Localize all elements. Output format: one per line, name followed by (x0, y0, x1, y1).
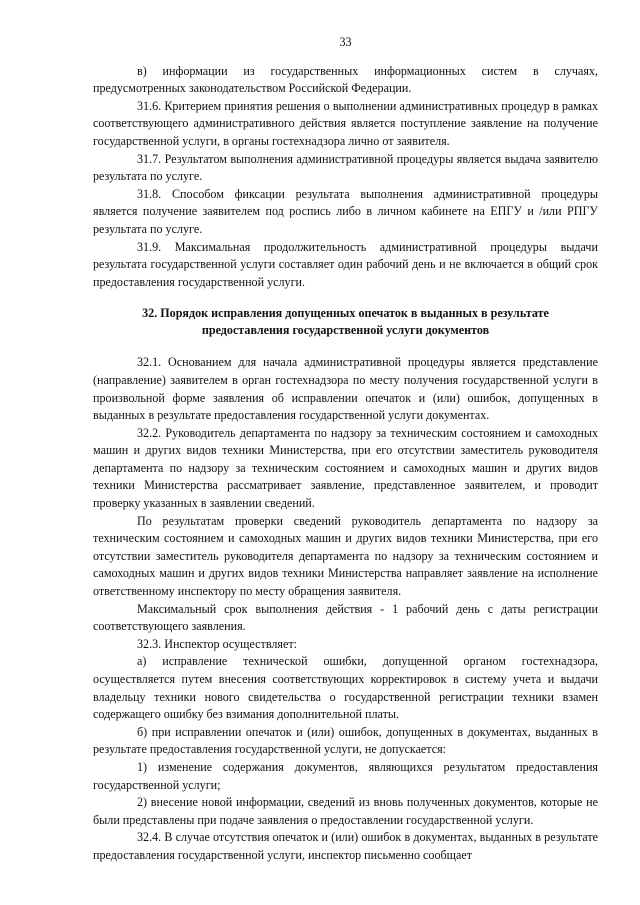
page-number: 33 (339, 35, 352, 49)
paragraph: Максимальный срок выполнения действия - 1 рабочий день с даты регистрации соответствующего заявления. (93, 601, 598, 634)
section-31-text (93, 63, 598, 292)
paragraph: 32.2. Руководитель департамента по надзору за техническим состоянием и самоходных машин и других видов техники Министерства, при его отсутствии заместитель руководителя департамента по надзору за техническим состоянием и самоходных машин и других видов техники Министерства рассматривает заявление, представленное заявителем, и проводит проверку указанных в заявлении сведений. (93, 425, 598, 511)
section-32-text (93, 354, 598, 864)
paragraph: в) информации из государственных информационных систем в случаях, предусмотренных законодательством Российской Федерации. (93, 63, 598, 96)
paragraph: а) исправление технической ошибки, допущенной органом гостехнадзора, осуществляется путем внесения соответствующих корректировок в систему учета и выдачи владельцу техники нового свидетельства о государственной регистрации техники взамен содержащего ошибку без взимания дополнительной платы. (93, 654, 598, 722)
paragraph: 31.8. Способом фиксации результата выполнения административной процедуры является получение заявителем под роспись либо в личном кабинете на ЕПГУ и /или РПГУ результата по услуге. (93, 186, 598, 236)
paragraph: б) при исправлении опечаток и (или) ошибок, допущенных в документах, выданных в результате предоставления государственной услуги, не допускается: (93, 724, 598, 757)
paragraph: 31.9. Максимальная продолжительность административной процедуры выдачи результата государственной услуги составляет один рабочий день и не включается в общий срок предоставления государственной услуги. (93, 239, 598, 289)
paragraph: 32.3. Инспектор осуществляет: (137, 636, 297, 651)
section-32-heading: 32. Порядок исправления допущенных опечаток в выданных в результате предоставления государственной услуги документов (142, 306, 549, 338)
paragraph: 31.7. Результатом выполнения административной процедуры является выдача заявителю результата по услуге. (93, 151, 598, 184)
paragraph: По результатам проверки сведений руководитель департамента по надзору за техническим состоянием и самоходных машин и других видов техники Министерства, при его отсутствии заместитель руководителя департамента по надзору за техническим состоянием и самоходных машин и других видов техники Министерства направляет заявление на исполнение ответственному инспектору по месту обращения заявителя. (93, 513, 598, 599)
paragraph: 31.6. Критерием принятия решения о выполнении административных процедур в рамках соответствующего административного действия является поступление заявление на получение государственной услуги, в органы гостехнадзора лично от заявителя. (93, 98, 598, 148)
paragraph: 32.1. Основанием для начала административной процедуры является представление (направление) заявителем в орган гостехнадзора по месту получения государственной услуги в произвольной форме заявления об исправлении опечаток и (или) ошибок, допущенных в выданных в результате предоставления государственной услуги документах. (93, 355, 598, 423)
paragraph: 2) внесение новой информации, сведений из вновь полученных документов, которые не были представлены при подаче заявления о предоставлении государственной услуги. (93, 795, 598, 827)
paragraph: 32.4. В случае отсутствия опечаток и (или) ошибок в документах, выданных в результате предоставления государственной услуги, инспектор письменно сообщает (93, 830, 598, 862)
paragraph: 1) изменение содержания документов, являющихся результатом предоставления государственной услуги; (93, 759, 598, 792)
